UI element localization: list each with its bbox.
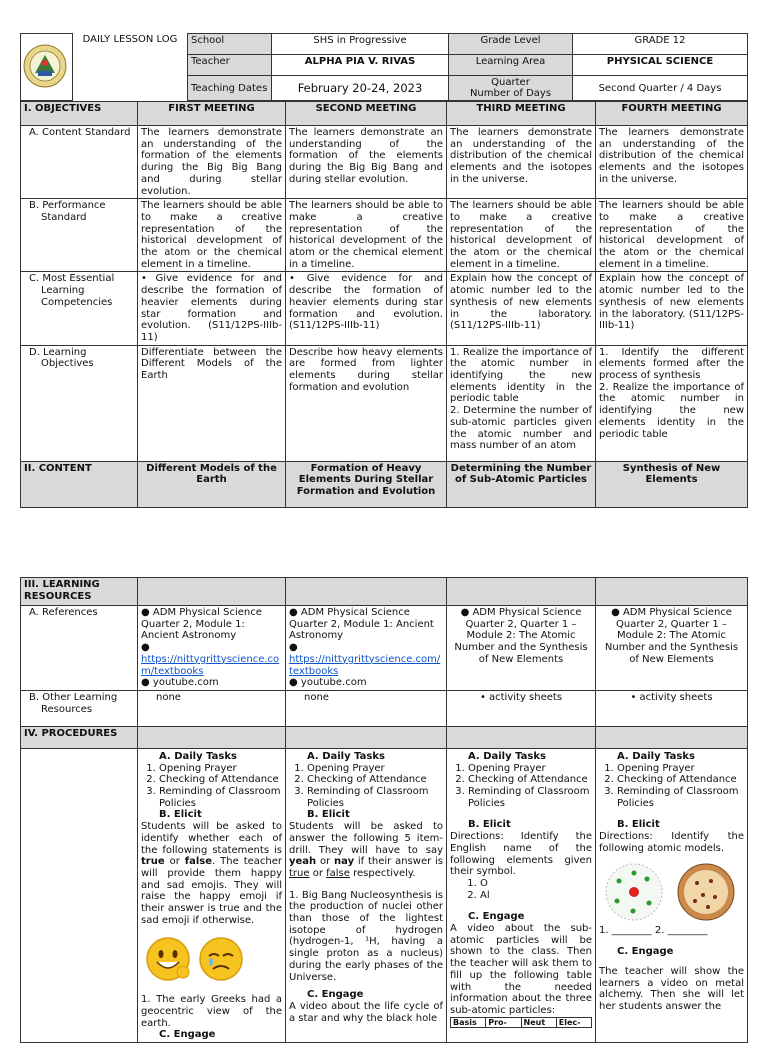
school-seal-logo: [23, 43, 67, 89]
reference-4: ● ADM Physical Science Quarter 2, Quarter 1 – Module 2: The Atomic Number and the Synthesis of New Elements: [596, 606, 748, 691]
school-value: SHS in Progressive: [272, 34, 449, 55]
content-standard-2: The learners demonstrate an understanding of the formation of the elements during the Big Big Bang and during stellar evolution.: [286, 126, 447, 199]
melc-label: C. Most Essential Learning Competencies: [21, 272, 138, 345]
element-symbols-list: 1. O 2. Al: [450, 878, 592, 901]
engage-text-4: The teacher will show the learners a video on metal alchemy. Then she will let her students answer the: [599, 965, 744, 1013]
other-resource-1: none: [138, 690, 286, 726]
engage-title-4: C. Engage: [617, 946, 674, 958]
content-4: Synthesis of New Elements: [596, 461, 748, 507]
other-resource-4: • activity sheets: [596, 690, 748, 726]
melc-3: Explain how the concept of atomic number led to the synthesis of new elements in the laboratory. (S11/12PS-IIIb-11): [447, 272, 596, 345]
subatomic-table: Basis Pro- Neut Elec-: [450, 1017, 592, 1028]
content-standard-4: The learners demonstrate an understanding of the distribution of the chemical elements and the isotopes in the universe.: [596, 126, 748, 199]
procedures-table: [20, 577, 748, 1043]
engage-text-2: A video about the life cycle of a star and why the black hole: [289, 1000, 443, 1024]
nittygritty-link-1[interactable]: https://nittygrittyscience.com/textbooks: [141, 653, 280, 677]
reference-3: ● ADM Physical Science Quarter 2, Quarter 1 – Module 2: The Atomic Number and the Synthesis of New Elements: [447, 606, 596, 691]
atomic-model-2-icon: [675, 861, 737, 923]
atomic-models-row: [599, 861, 744, 925]
reference-2: ● ADM Physical Science Quarter 2, Module 1: Ancient Astronomy ● https://nittygrittyscience.com/textbooks ● youtube.com: [286, 606, 447, 691]
performance-standard-4: The learners should be able to make a creative representation of the historical development of the atom or the chemical element in a timeline.: [596, 199, 748, 272]
elicit-title-3: B. Elicit: [468, 819, 511, 831]
content-standard-1: The learners demonstrate an understanding of the formation of the elements during the Big Big Bang and during stellar evolution.: [138, 126, 286, 199]
dates-label: Teaching Dates: [188, 76, 272, 101]
daily-tasks-title-2: A. Daily Tasks: [307, 750, 385, 762]
header-table: [20, 33, 748, 101]
procedure-4: [596, 748, 748, 1042]
col-second-meeting: SECOND MEETING: [286, 102, 447, 126]
directions-4: Directions: Identify the following atomic models.: [599, 831, 744, 854]
doc-title: DAILY LESSON LOG: [82, 33, 178, 45]
daily-tasks-title-1: A. Daily Tasks: [159, 750, 237, 762]
engage-text-3: A video about the sub-atomic particles will be shown to the class. Then the teacher will ask them to fill up the following table with the needed information about the three sub-atomic particles:: [450, 923, 592, 1016]
dates-value: February 20-24, 2023: [272, 76, 449, 101]
learning-objective-2: Describe how heavy elements are formed from lighter elements during stellar formation and evolution: [286, 345, 447, 461]
learning-objective-1: Differentiate between the Different Models of the Earth: [138, 345, 286, 461]
melc-4: Explain how the concept of atomic number led to the synthesis of new elements in the laboratory. (S11/12PS-IIIb-11): [596, 272, 748, 345]
daily-tasks-list-3: 1. Opening Prayer 2. Checking of Attendance 3. Reminding of Classroom Policies: [450, 763, 592, 810]
learning-objectives-label: D. Learning Objectives: [21, 345, 138, 461]
content-2: Formation of Heavy Elements During Stellar Formation and Evolution: [286, 461, 447, 507]
content-title: II. CONTENT: [21, 461, 138, 507]
quarter-label: Quarter Number of Days: [449, 76, 573, 101]
objectives-table: [20, 101, 748, 508]
references-label: A. References: [21, 606, 138, 691]
atomic-model-blanks: 1. ________ 2. ________: [599, 924, 708, 936]
col-third-meeting: THIRD MEETING: [447, 102, 596, 126]
directions-3: Directions: Identify the English name of the following elements given their symbol.: [450, 831, 592, 878]
procedure-3: [447, 748, 596, 1042]
other-resources-label: B. Other Learning Resources: [21, 690, 138, 726]
grade-value: GRADE 12: [573, 34, 748, 55]
performance-standard-2: The learners should be able to make a creative representation of the historical development of the atom or the chemical element in a timeline.: [286, 199, 447, 272]
content-standard-3: The learners demonstrate an understanding of the distribution of the chemical elements and the isotopes in the universe.: [447, 126, 596, 199]
grade-label: Grade Level: [449, 34, 573, 55]
content-standard-label: A. Content Standard: [21, 126, 138, 199]
engage-title-1: C. Engage: [159, 1029, 216, 1041]
performance-standard-3: The learners should be able to make a creative representation of the historical development of the atom or the chemical element in a timeline.: [447, 199, 596, 272]
daily-tasks-list-1: 1. Opening Prayer 2. Checking of Attendance 3. Reminding of Classroom Policies: [141, 763, 282, 810]
sad-emoji-icon: [198, 936, 244, 982]
elicit-text-1: Students will be asked to identify whether each of the following statements is true or false. The teacher will provide them happy and sad emojis. They will raise the happy emoji if their answer is true and the sad emoji if otherwise.: [141, 821, 283, 926]
col-first-meeting: FIRST MEETING: [138, 102, 286, 126]
procedure-2: [286, 748, 447, 1042]
statement-1: 1. The early Greeks had a geocentric view of the earth.: [141, 994, 282, 1029]
objectives-title: I. OBJECTIVES: [21, 102, 138, 126]
teacher-label: Teacher: [188, 55, 272, 76]
learning-objective-3: 1. Realize the importance of the atomic number in identifying the new elements identity in the periodic table 2. Determine the number of sub-atomic particles given the atomic number and mass number of an atom: [447, 345, 596, 461]
teacher-value: ALPHA PIA V. RIVAS: [272, 55, 449, 76]
other-resource-2: none: [286, 690, 447, 726]
school-label: School: [188, 34, 272, 55]
other-resource-3: • activity sheets: [447, 690, 596, 726]
engage-title-2: C. Engage: [307, 989, 364, 1001]
procedure-1: [138, 748, 286, 1042]
daily-tasks-list-4: 1. Opening Prayer 2. Checking of Attendance 3. Reminding of Classroom Policies: [599, 763, 744, 810]
performance-standard-label: B. Performance Standard: [21, 199, 138, 272]
engage-title-3: C. Engage: [468, 911, 525, 923]
daily-tasks-list-2: 1. Opening Prayer 2. Checking of Attendance 3. Reminding of Classroom Policies: [289, 763, 443, 810]
elicit-title-4: B. Elicit: [617, 819, 660, 831]
daily-tasks-title-4: A. Daily Tasks: [617, 750, 695, 762]
statement-2: 1. Big Bang Nucleosynthesis is the production of nuclei other than those of the lightest isotope of hydrogen (hydrogen-1, ¹H, having a single proton as a nucleus) during the early phases of the Universe.: [289, 889, 443, 983]
col-fourth-meeting: FOURTH MEETING: [596, 102, 748, 126]
logo-cell: [21, 34, 73, 101]
content-3: Determining the Number of Sub-Atomic Particles: [447, 461, 596, 507]
area-value: PHYSICAL SCIENCE: [573, 55, 748, 76]
procedures-title: IV. PROCEDURES: [21, 726, 138, 748]
elicit-title-2: B. Elicit: [307, 809, 350, 821]
nittygritty-link-2[interactable]: https://nittygrittyscience.com/textbooks: [289, 653, 441, 677]
daily-tasks-title-3: A. Daily Tasks: [468, 750, 546, 762]
elicit-title-1: B. Elicit: [159, 809, 202, 821]
resources-title: III. LEARNING RESOURCES: [21, 578, 138, 606]
learning-objective-4: 1. Identify the different elements formed after the process of synthesis 2. Realize the importance of the atomic number in identifying the new elements identity in the periodic table: [596, 345, 748, 461]
atomic-model-1-icon: [603, 861, 665, 923]
area-label: Learning Area: [449, 55, 573, 76]
content-1: Different Models of the Earth: [138, 461, 286, 507]
performance-standard-1: The learners should be able to make a creative representation of the historical development of the atom or the chemical element in a timeline.: [138, 199, 286, 272]
melc-2: • Give evidence for and describe the formation of heavier elements during star formation and evolution. (S11/12PS-IIIb-11): [286, 272, 447, 345]
melc-1: • Give evidence for and describe the formation of heavier elements during star formation and evolution. (S11/12PS-IIIb-11): [138, 272, 286, 345]
quarter-value: Second Quarter / 4 Days: [573, 76, 748, 101]
emoji-row: [145, 936, 282, 986]
happy-emoji-icon: [145, 936, 191, 982]
reference-1: ● ADM Physical Science Quarter 2, Module 1: Ancient Astronomy ● https://nittygrittyscience.com/textbooks ● youtube.com: [138, 606, 286, 691]
elicit-text-2: Students will be asked to answer the following 5 item-drill. They will have to say yeah or nay if their answer is true or false respectively.: [289, 821, 444, 879]
